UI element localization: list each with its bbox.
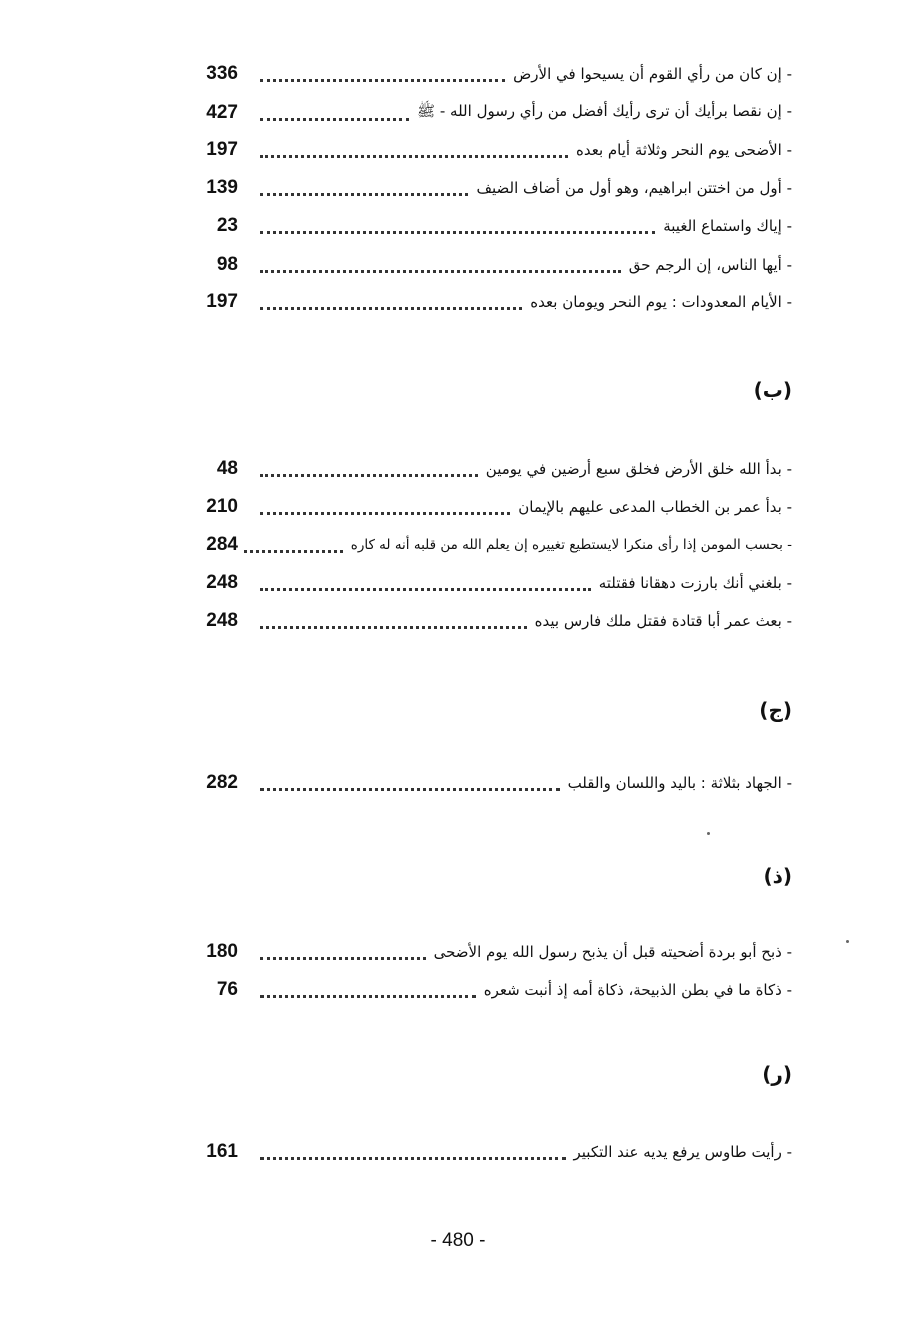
page-footer-number: - 480 - — [430, 1230, 486, 1251]
page-number-ref: 180 — [206, 941, 238, 962]
leader-dots — [260, 79, 505, 82]
index-entry — [180, 973, 792, 1007]
scan-speck — [846, 940, 849, 943]
page-number-ref: 336 — [206, 63, 238, 84]
page-number-ref: 284 — [206, 534, 238, 555]
index-entry — [180, 528, 792, 562]
leader-dots — [260, 118, 409, 121]
leader-dots — [260, 957, 426, 960]
index-entry — [180, 248, 792, 282]
entry-text: - رأيت طاوس يرفع يديه عند التكبير — [573, 1143, 792, 1161]
leader-dots — [260, 270, 621, 273]
page-number-ref: 248 — [206, 572, 238, 593]
page-number-ref: 248 — [206, 610, 238, 631]
index-entry — [180, 935, 792, 969]
page-number-ref: 197 — [206, 291, 238, 312]
index-entry — [180, 133, 792, 167]
leader-dots — [260, 588, 591, 591]
page-number-ref: 76 — [216, 979, 238, 1000]
entry-text: - إن نقصا برأيك أن ترى رأيك أفضل من رأي رسول الله - ﷺ — [416, 102, 792, 120]
scan-speck — [707, 832, 710, 835]
entry-text: - أيها الناس، إن الرجم حق — [628, 256, 792, 274]
page-number-ref: 23 — [216, 215, 238, 236]
section-heading: (ج) — [759, 698, 792, 722]
leader-dots — [260, 231, 655, 234]
entry-text: - إن كان من رأي القوم أن يسيحوا في الأرض — [513, 65, 792, 83]
leader-dots — [260, 155, 568, 158]
entry-text: - بلغني أنك بارزت دهقانا فقتلته — [598, 574, 792, 592]
page-number-ref: 139 — [206, 177, 238, 198]
index-entry — [180, 285, 792, 319]
leader-dots — [260, 193, 468, 196]
index-entry — [180, 209, 792, 243]
page-number-ref: 197 — [206, 139, 238, 160]
page-number-ref: 48 — [216, 458, 238, 479]
index-entry — [180, 566, 792, 600]
leader-dots — [260, 1157, 566, 1160]
entry-text: - الأضحى يوم النحر وثلاثة أيام بعده — [575, 141, 792, 159]
entry-text: - الجهاد بثلاثة : باليد واللسان والقلب — [567, 774, 792, 792]
leader-dots — [260, 788, 560, 791]
entry-text: - بدأ عمر بن الخطاب المدعى عليهم بالإيمان — [518, 498, 792, 516]
page-number-ref: 161 — [206, 1141, 238, 1162]
entry-text: - بحسب المومن إذا رأى منكرا لايستطيع تغييره إن يعلم الله من قلبه أنه له كاره — [350, 537, 792, 553]
index-entry — [180, 452, 792, 486]
index-entry — [180, 171, 792, 205]
index-entry — [180, 490, 792, 524]
entry-text: - بعث عمر أبا قتادة فقتل ملك فارس بيده — [534, 612, 792, 630]
entry-text: - إياك واستماع الغيبة — [663, 217, 792, 235]
entry-text: - بدأ الله خلق الأرض فخلق سبع أرضين في يومين — [485, 460, 792, 478]
index-entry — [180, 1135, 792, 1169]
section-heading: (ذ) — [763, 864, 792, 888]
index-entry — [180, 96, 792, 130]
index-entry — [180, 604, 792, 638]
entry-text: - ذكاة ما في بطن الذبيحة، ذكاة أمه إذ أنبت شعره — [483, 981, 792, 999]
section-heading: (ر) — [762, 1062, 792, 1086]
page-number-ref: 427 — [206, 102, 238, 123]
section-heading: (ب) — [753, 378, 792, 402]
page-number-ref: 282 — [206, 772, 238, 793]
entry-text: - أول من اختتن ابراهيم، وهو أول من أضاف الضيف — [476, 179, 792, 197]
entry-text: - الأيام المعدودات : يوم النحر ويومان بعده — [530, 293, 792, 311]
index-entry — [180, 57, 792, 91]
index-entry — [180, 766, 792, 800]
leader-dots — [260, 474, 478, 477]
entry-text: - ذبح أبو بردة أضحيته قبل أن يذبح رسول الله يوم الأضحى — [433, 943, 792, 961]
leader-dots — [260, 512, 510, 515]
leader-dots — [260, 626, 527, 629]
leader-dots — [260, 995, 476, 998]
page-number-ref: 98 — [216, 254, 238, 275]
page-number-ref: 210 — [206, 496, 238, 517]
leader-dots — [244, 550, 343, 553]
leader-dots — [260, 307, 522, 310]
